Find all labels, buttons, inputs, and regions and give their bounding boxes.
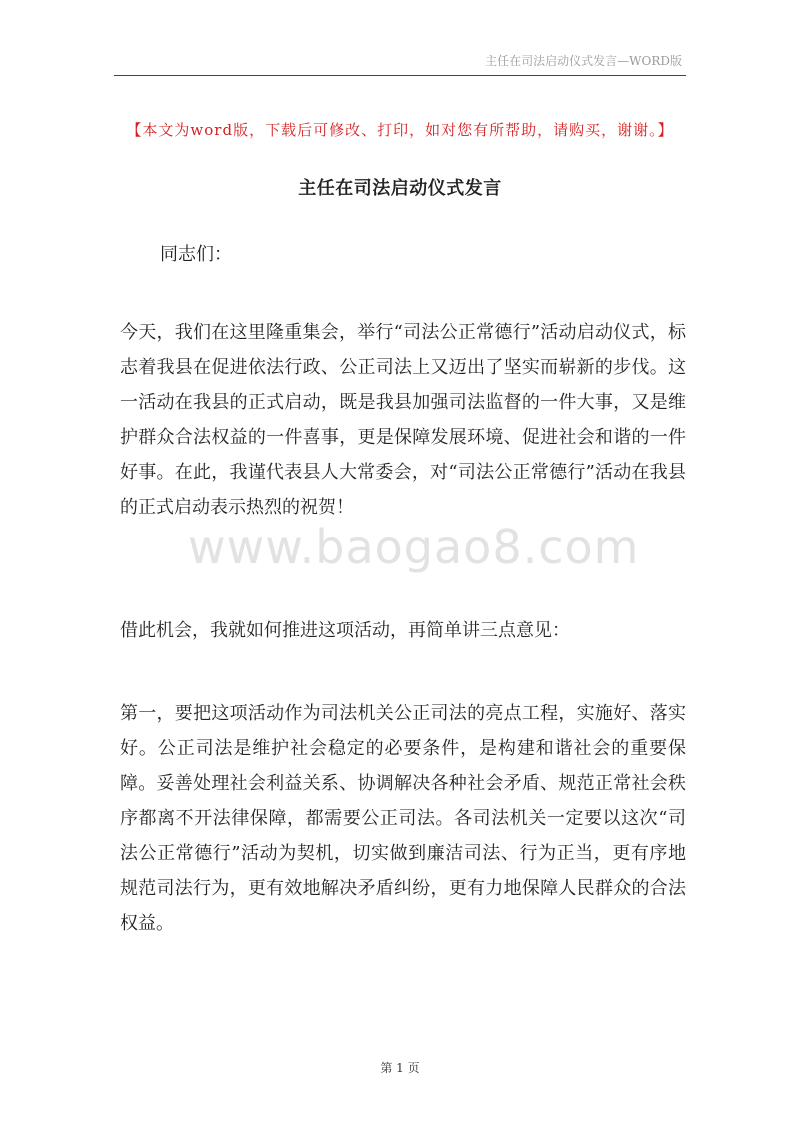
page-header-title: 主任在司法启动仪式发言—WORD版 xyxy=(485,54,682,68)
header-divider xyxy=(114,75,686,76)
document-title: 主任在司法启动仪式发言 xyxy=(298,178,502,199)
paragraph-point-one: 第一，要把这项活动作为司法机关公正司法的亮点工程，实施好、落实好。公正司法是维护社会稳定的必要条件，是构建和谐社会的重要保障。妥善处理社会利益关系、协调解决各种社会矛盾、规范正常社会秩序都离不开法律保障，都需要公正司法。各司法机关一定要以这次“司法公正常德行”活动为契机，切实做到廉洁司法、行为正当，更有序地规范司法行为，更有效地解决矛盾纠纷，更有力地保障人民群众的合法权益。 xyxy=(120,703,686,934)
salutation: 同志们： xyxy=(160,244,232,265)
watermark: www.baogao8.com xyxy=(188,520,640,574)
download-notice: 【本文为word版，下载后可修改、打印，如对您有所帮助，请购买，谢谢。】 xyxy=(126,121,674,139)
paragraph-transition: 借此机会，我就如何推进这项活动，再简单讲三点意见： xyxy=(120,620,570,641)
paragraph-opening: 今天，我们在这里隆重集会，举行“司法公正常德行”活动启动仪式，标志着我县在促进依法行政、公正司法上又迈出了坚实而崭新的步伐。这一活动在我县的正式启动，既是我县加强司法监督的一件大事，又是维护群众合法权益的一件喜事，更是保障发展环境、促进社会和谐的一件好事。在此，我谨代表县人大常委会，对“司法公正常德行”活动在我县的正式启动表示热烈的祝贺！ xyxy=(120,322,686,518)
page-number: 第 1 页 xyxy=(380,1061,420,1075)
